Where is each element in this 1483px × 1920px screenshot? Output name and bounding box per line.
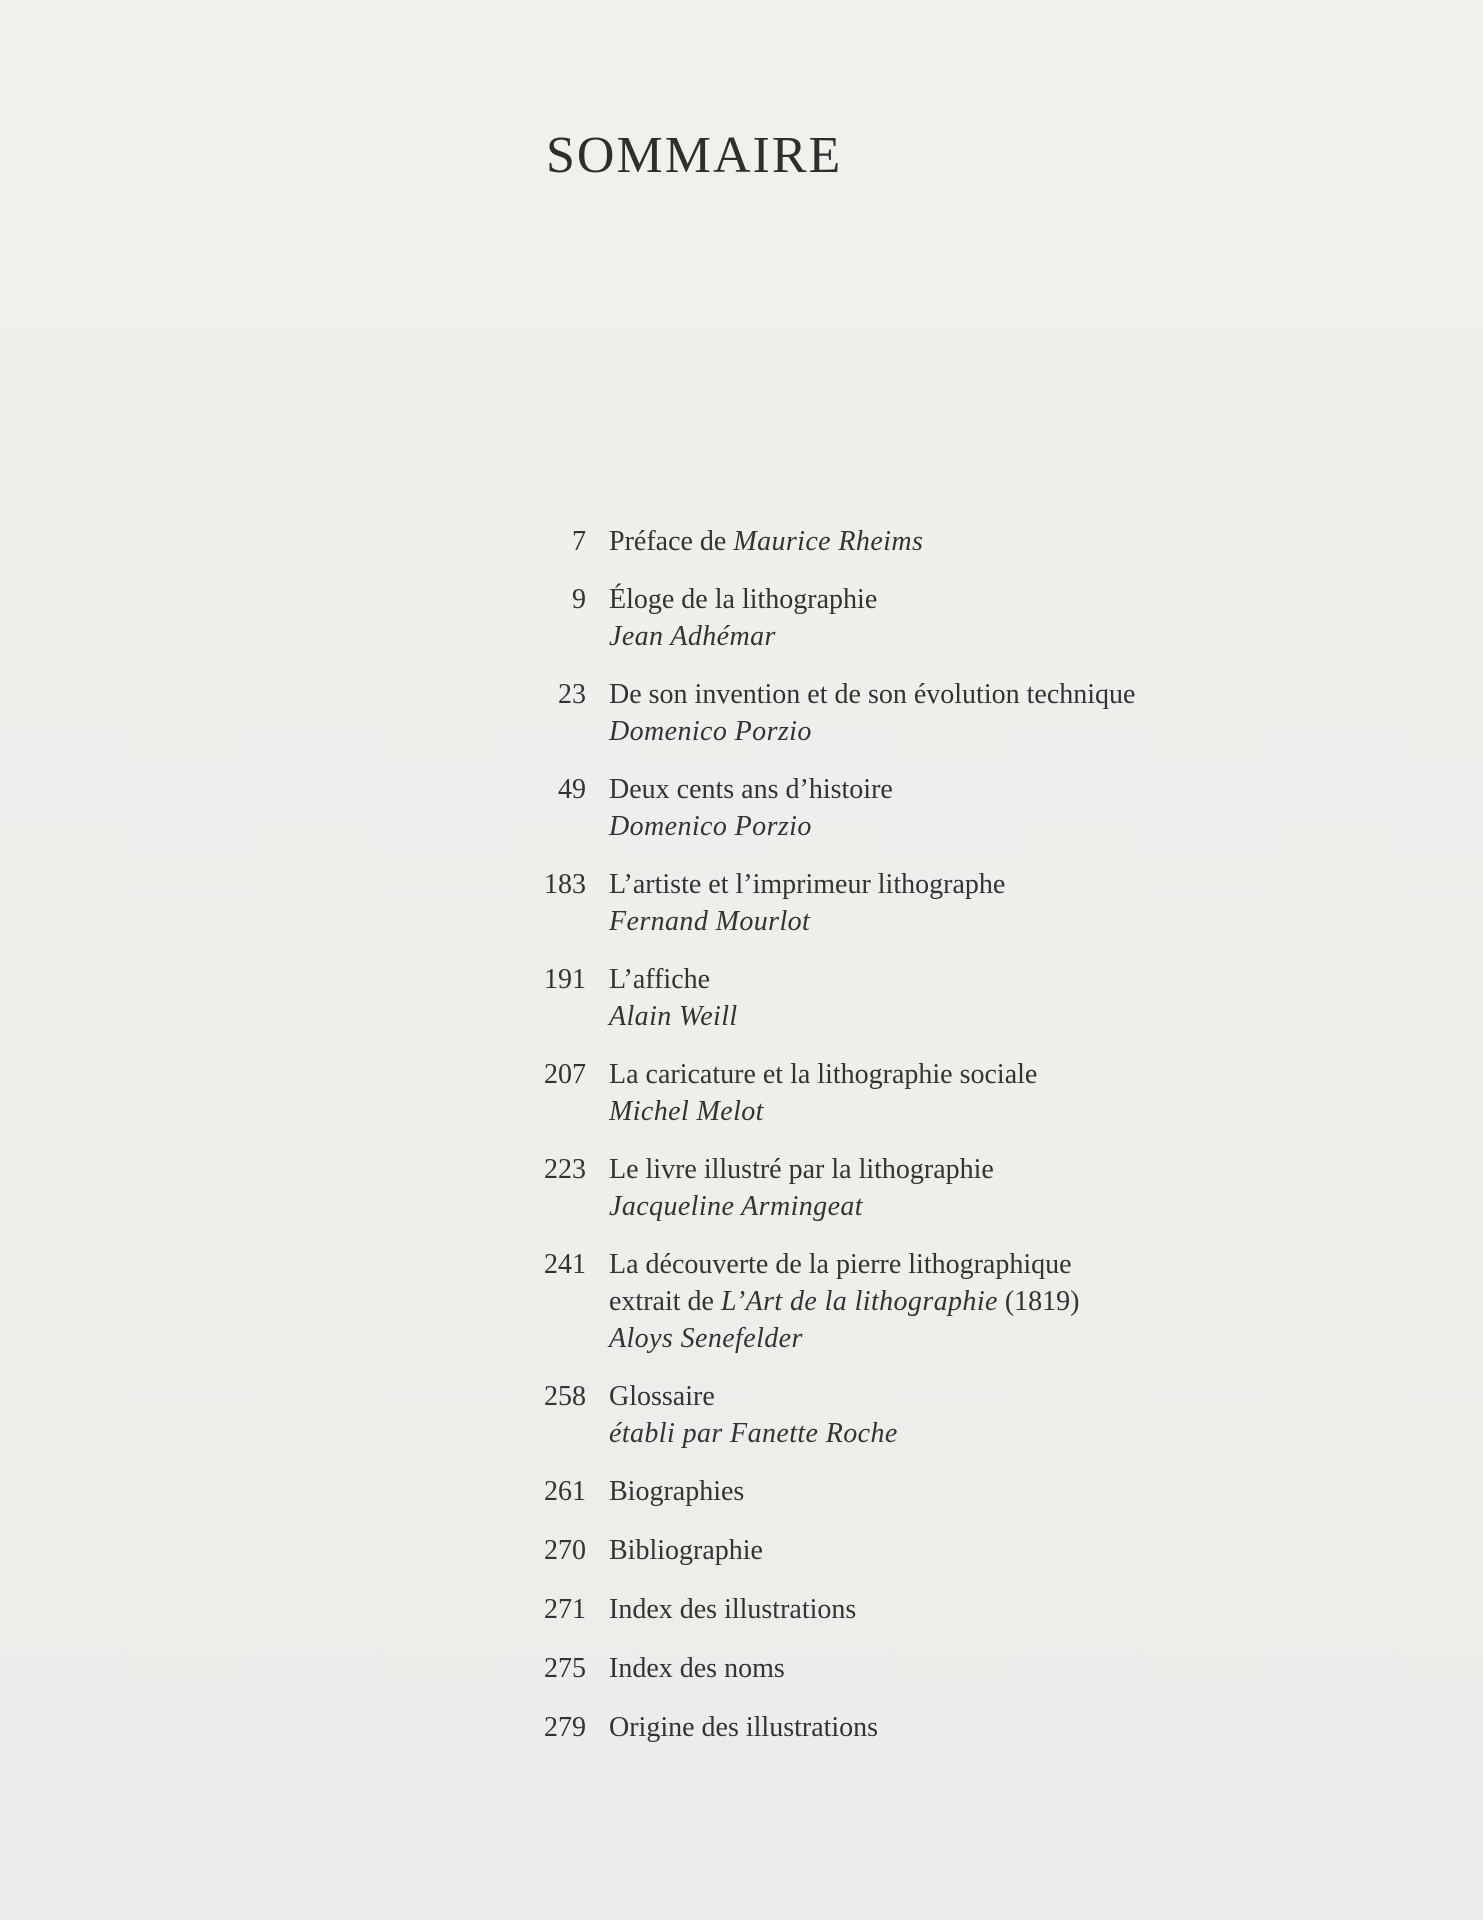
page-number: 279: [544, 1712, 586, 1743]
entry-title: La caricature et la lithographie sociale: [609, 1059, 1038, 1090]
entry-text: [609, 1056, 1280, 1130]
entry-title: La découverte de la pierre lithographique: [609, 1249, 1072, 1280]
toc-entry-invention: [520, 676, 1280, 750]
entry-text: [609, 866, 1280, 940]
toc-entry-bibliographie: [520, 1532, 1280, 1569]
page-number: 207: [544, 1059, 586, 1090]
entry-title: L’artiste et l’imprimeur lithographe: [609, 869, 1006, 900]
toc-entry-eloge: [520, 581, 1280, 655]
toc-entry-decouverte: [520, 1246, 1280, 1357]
entry-author: Jacqueline Armingeat: [609, 1191, 863, 1222]
entry-author: Fernand Mourlot: [609, 906, 811, 937]
toc-entry-caricature: [520, 1056, 1280, 1130]
entry-title: Le livre illustré par la lithographie: [609, 1154, 994, 1185]
entry-title: De son invention et de son évolution technique: [609, 679, 1136, 710]
entry-text: [609, 1151, 1280, 1225]
entry-author: Domenico Porzio: [609, 716, 812, 747]
page-number: 223: [544, 1154, 586, 1185]
toc-entry-artiste: [520, 866, 1280, 940]
entry-title: L’affiche: [609, 964, 711, 995]
page-number: 9: [572, 584, 586, 615]
entry-text: [609, 961, 1280, 1035]
toc-entry-index-noms: [520, 1650, 1280, 1687]
page-number: 191: [544, 964, 586, 995]
toc-entry-origine-illustrations: [520, 1709, 1280, 1746]
entry-text: [609, 676, 1280, 750]
entry-text: [609, 1473, 1280, 1510]
entry-text: [609, 1246, 1280, 1357]
page-number: 241: [544, 1249, 586, 1280]
source-year: (1819): [997, 1286, 1080, 1317]
source-title: L’Art de la lithographie: [720, 1286, 998, 1317]
page-number: 261: [544, 1476, 586, 1507]
entry-title: Index des noms: [609, 1653, 785, 1684]
source-prefix: extrait de: [609, 1286, 721, 1317]
entry-author: Alain Weill: [609, 1001, 738, 1032]
page-number: 258: [544, 1381, 586, 1412]
entry-title: Glossaire: [609, 1381, 715, 1412]
entry-author: Michel Melot: [609, 1096, 764, 1127]
entry-text: [609, 771, 1280, 845]
page-number: 49: [558, 774, 586, 805]
entry-line: [609, 523, 1280, 560]
page-number: 271: [544, 1594, 586, 1625]
entry-text: [609, 523, 1280, 560]
entry-source: [609, 1283, 1280, 1320]
toc-entry-livre: [520, 1151, 1280, 1225]
entry-author: Aloys Senefelder: [609, 1323, 803, 1354]
entry-text: [609, 1591, 1280, 1628]
entry-text: [609, 1650, 1280, 1687]
entry-title: Biographies: [609, 1476, 745, 1507]
toc-entry-glossaire: [520, 1378, 1280, 1452]
page-number: 270: [544, 1535, 586, 1566]
entry-text: [609, 1532, 1280, 1569]
toc-entry-affiche: [520, 961, 1280, 1035]
entry-author: établi par Fanette Roche: [609, 1418, 898, 1449]
entry-title: Bibliographie: [609, 1535, 763, 1566]
entry-author: Jean Adhémar: [609, 621, 776, 652]
entry-title: Deux cents ans d’histoire: [609, 774, 893, 805]
page-number: 275: [544, 1653, 586, 1684]
entry-text: [609, 1378, 1280, 1452]
page-number: 23: [558, 679, 586, 710]
page-number: 7: [572, 526, 586, 557]
entry-text: [609, 1709, 1280, 1746]
toc-entry-preface: [520, 523, 1280, 560]
entry-author: Maurice Rheims: [733, 526, 924, 557]
entry-title: Éloge de la lithographie: [609, 584, 878, 615]
entry-title: Origine des illustrations: [609, 1712, 879, 1743]
toc-entry-index-illustrations: [520, 1591, 1280, 1628]
entry-title: Préface de: [609, 526, 734, 557]
page-number: 183: [544, 869, 586, 900]
entry-text: [609, 581, 1280, 655]
toc-entry-histoire: [520, 771, 1280, 845]
entry-author: Domenico Porzio: [609, 811, 812, 842]
toc-entry-biographies: [520, 1473, 1280, 1510]
table-of-contents: [520, 523, 1280, 1768]
page-title: SOMMAIRE: [546, 127, 843, 184]
entry-title: Index des illustrations: [609, 1594, 857, 1625]
